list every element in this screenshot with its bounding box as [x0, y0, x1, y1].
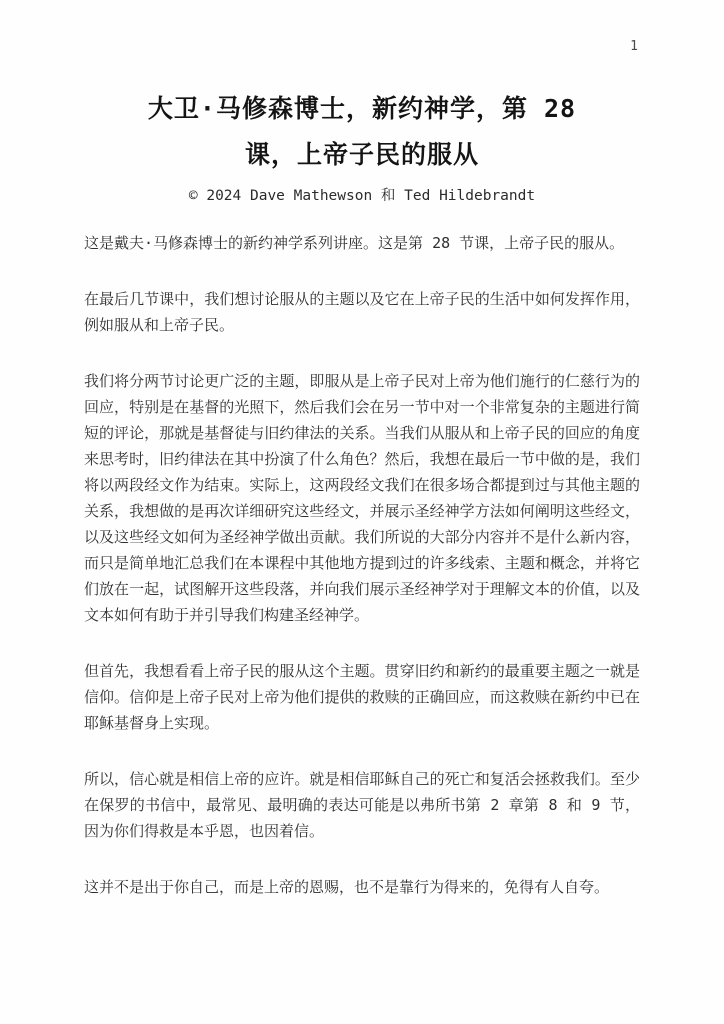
document-title	[55, 86, 669, 178]
paragraph-5: 所以，信心就是相信上帝的应许。就是相信耶稣自己的死亡和复活会拯救我们。至少在保罗的书信中，最常见、最明确的表达可能是以弗所书第 2 章第 8 和 9 节，因为你们得救是本乎恩，也因着信。	[84, 770, 640, 840]
document-body	[0, 230, 724, 900]
paragraph-6: 这并不是出于你自己，而是上帝的恩赐，也不是靠行为得来的，免得有人自夸。	[84, 878, 610, 896]
title-line-1: 大卫·马修森博士，新约神学，第 28	[147, 94, 577, 123]
paragraph-2: 在最后几节课中，我们想讨论服从的主题以及它在上帝子民的生活中如何发挥作用，例如服从和上帝子民。	[84, 290, 640, 334]
paragraph-1: 这是戴夫·马修森博士的新约神学系列讲座。这是第 28 节课，上帝子民的服从。	[84, 234, 625, 252]
copyright-line: © 2024 Dave Mathewson 和 Ted Hildebrandt	[188, 188, 536, 204]
paragraph-3: 我们将分两节讨论更广泛的主题，即服从是上帝子民对上帝为他们施行的仁慈行为的回应，特别是在基督的光照下，然后我们会在另一节中对一个非常复杂的主题进行简短的评论，那就是基督徒与旧约律法的关系。当我们从服从和上帝子民的回应的角度来思考时，旧约律法在其中扮演了什么角色？然后，我想在最后一节中做的是，我们将以两段经文作为结束。实际上，这两段经文我们在很多场合都提到过与其他主题的关系，我想做的是再次详细研究这些经文，并展示圣经神学方法如何阐明这些经文，以及这些经文如何为圣经神学做出贡献。我们所说的大部分内容并不是什么新内容，而只是简单地汇总我们在本课程中其他地方提到过的许多线索、主题和概念，并将它们放在一起，试图解开这些段落，并向我们展示圣经神学对于理解文本的价值，以及文本如何有助于并引导我们构建圣经神学。	[84, 372, 640, 624]
page-number: 1	[630, 39, 638, 54]
paragraph-4: 但首先，我想看看上帝子民的服从这个主题。贯穿旧约和新约的最重要主题之一就是信仰。信仰是上帝子民对上帝为他们提供的救赎的正确回应，而这救赎在新约中已在耶稣基督身上实现。	[84, 662, 640, 732]
title-line-2: 课，上帝子民的服从	[244, 140, 479, 169]
